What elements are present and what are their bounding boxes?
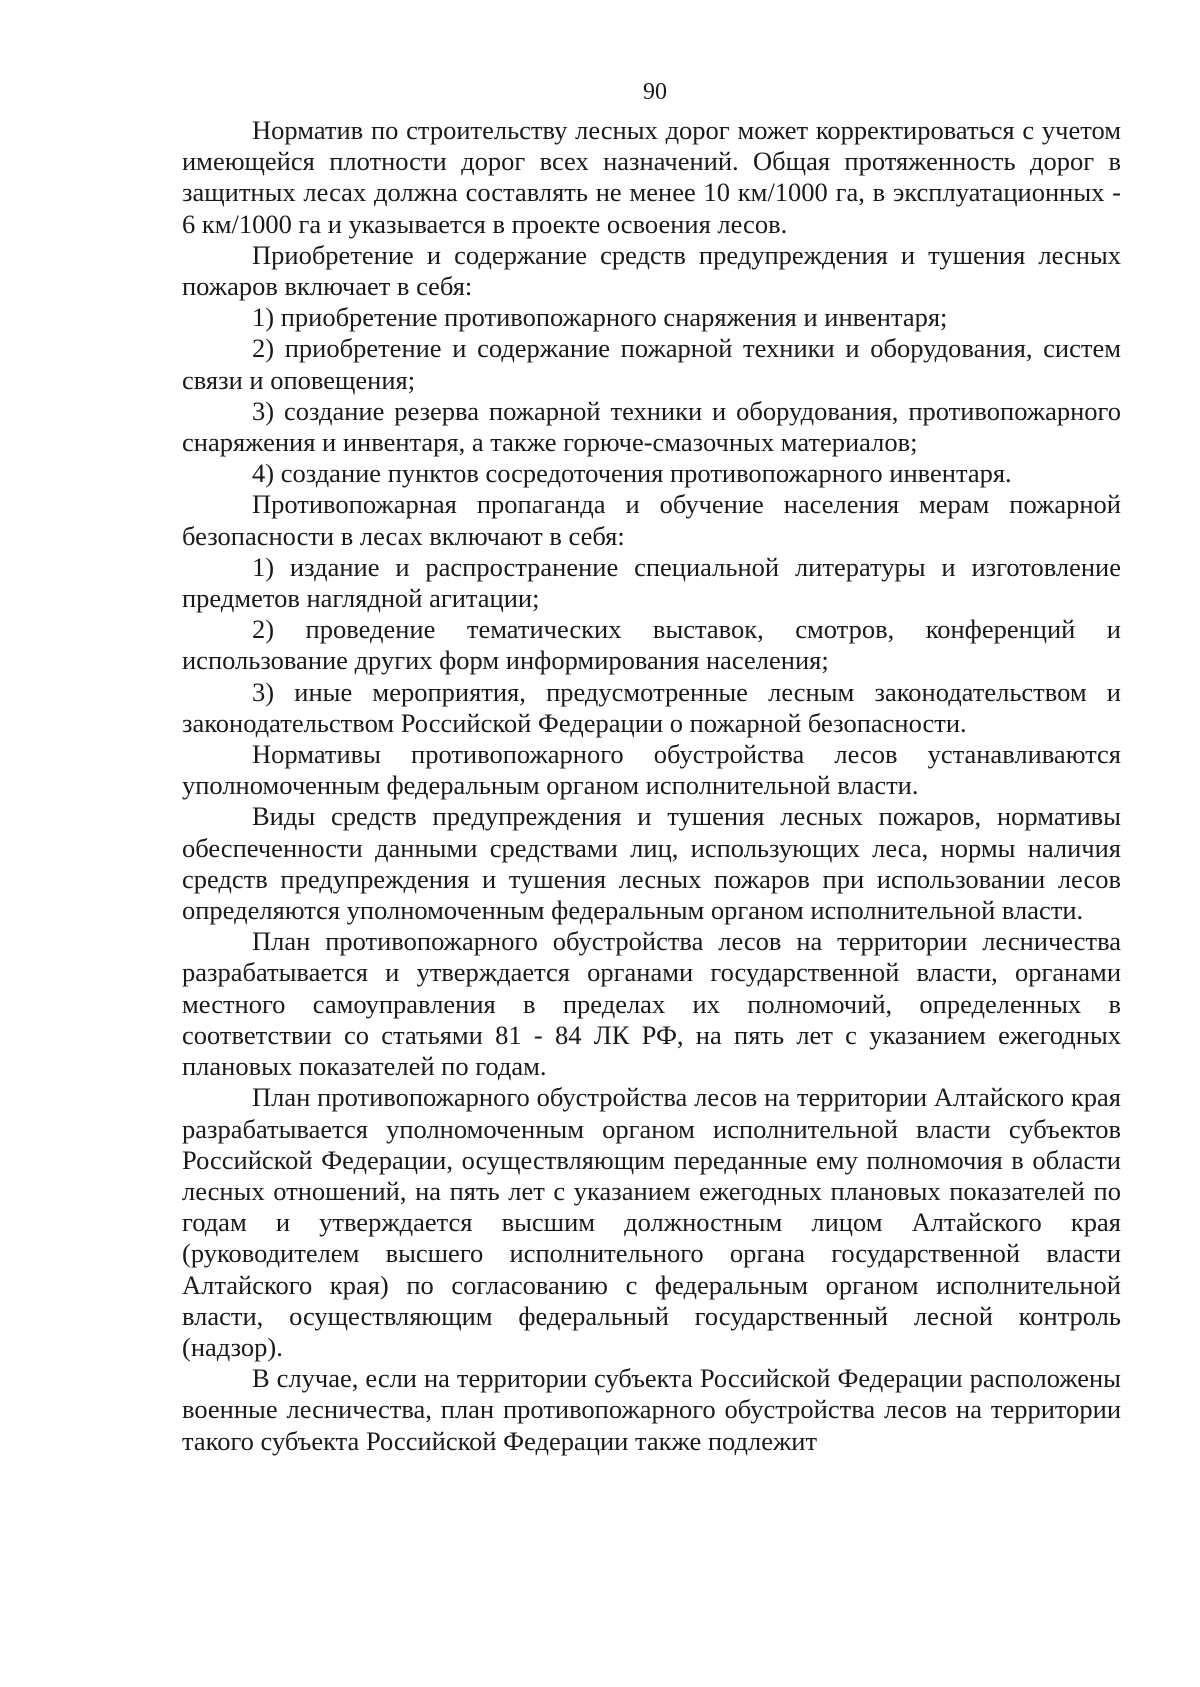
- list-item: 1) приобретение противопожарного снаряжения и инвентаря;: [252, 302, 948, 333]
- list-item: 4) создание пунктов сосредоточения противопожарного инвентаря.: [252, 458, 1012, 489]
- page-number: 90: [643, 79, 667, 105]
- list-item: 3) иные мероприятия, предусмотренные лесным законодательством и законодательством Российской Федерации о пожарной безопасности.: [182, 676, 1121, 738]
- list-item: 2) приобретение и содержание пожарной техники и оборудования, систем связи и оповещения;: [182, 333, 1121, 395]
- paragraph: Нормативы противопожарного обустройства лесов устанавливаются уполномоченным федеральным органом исполнительной власти.: [182, 739, 1121, 801]
- paragraph: Противопожарная пропаганда и обучение населения мерам пожарной безопасности в лесах включают в себя:: [182, 489, 1121, 551]
- paragraph: Приобретение и содержание средств предупреждения и тушения лесных пожаров включает в себя:: [182, 239, 1121, 302]
- paragraph: План противопожарного обустройства лесов на территории Алтайского края разрабатывается уполномоченным органом исполнительной власти субъектов Российской Федерации, осуществляющим переданные ему полномочия в области лесных отношений, на пять лет с указанием ежегодных плановых показателей по годам и утверждается высшим должностным лицом Алтайского края (руководителем высшего исполнительного органа государственной власти Алтайского края) по согласованию с федеральным органом исполнительной власти, осуществляющим федеральный государственный лесной контроль (надзор).: [182, 1082, 1121, 1362]
- list-item: 1) издание и распространение специальной литературы и изготовление предметов наглядной агитации;: [182, 551, 1121, 614]
- paragraph: Виды средств предупреждения и тушения лесных пожаров, нормативы обеспеченности данными средствами лиц, использующих леса, нормы наличия средств предупреждения и тушения лесных пожаров при использовании лесов определяются уполномоченным федеральным органом исполнительной власти.: [182, 801, 1121, 926]
- paragraph: В случае, если на территории субъекта Российской Федерации расположены военные лесничества, план противопожарного обустройства лесов на территории такого субъекта Российской Федерации также подлежит: [182, 1363, 1121, 1456]
- paragraph: Норматив по строительству лесных дорог может корректироваться с учетом имеющейся плотности дорог всех назначений. Общая протяженность дорог в защитных лесах должна составлять не менее 10 км/1000 га, в эксплуатационных - 6 км/1000 га и указывается в проекте освоения лесов.: [182, 115, 1121, 239]
- paragraph: План противопожарного обустройства лесов на территории лесничества разрабатывается и утверждается органами государственной власти, органами местного самоуправления в пределах их полномочий, определенных в соответствии со статьями 81 - 84 ЛК РФ, на пять лет с указанием ежегодных плановых показателей по годам.: [182, 926, 1121, 1082]
- list-item: 2) проведение тематических выставок, смотров, конференций и использование других форм информирования населения;: [182, 614, 1121, 676]
- list-item: 3) создание резерва пожарной техники и оборудования, противопожарного снаряжения и инвентаря, а также горюче-смазочных материалов;: [182, 395, 1121, 458]
- document-body: [182, 115, 1121, 1457]
